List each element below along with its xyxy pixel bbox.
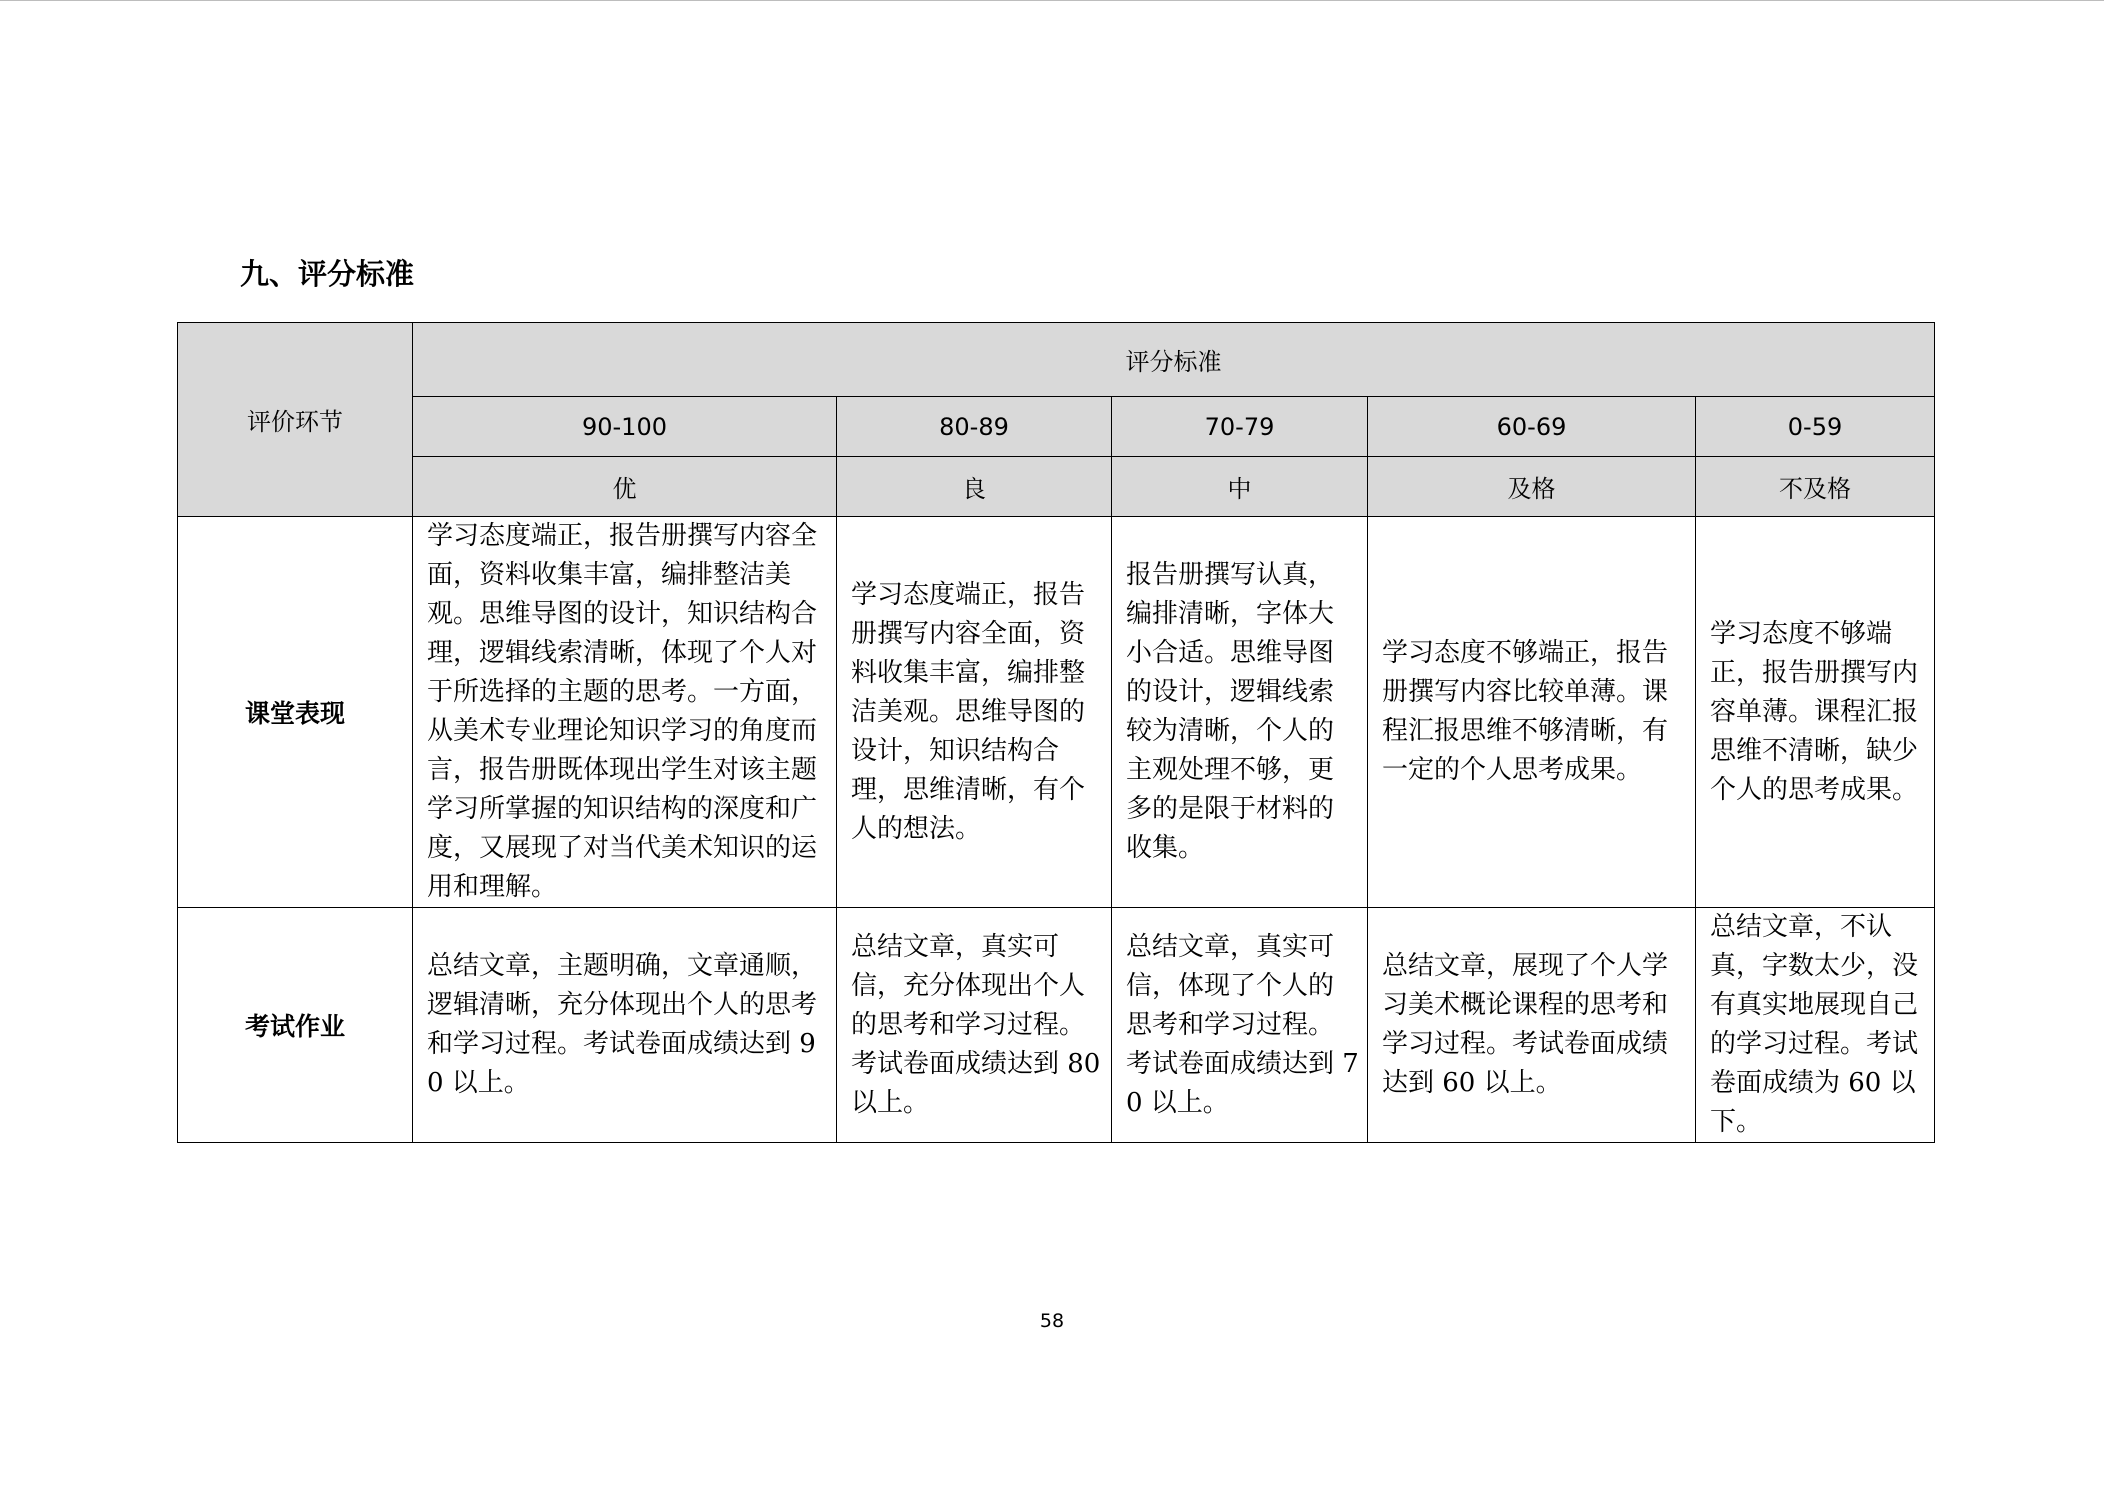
criteria-cell: 总结文章，真实可信，体现了个人的思考和学习过程。考试卷面成绩达到 70 以上。: [1112, 908, 1368, 1143]
criteria-cell: 总结文章，真实可信，充分体现出个人的思考和学习过程。考试卷面成绩达到 80 以上。: [837, 908, 1112, 1143]
header-row-standard: [178, 323, 1935, 397]
grade-level-header: 及格: [1368, 457, 1696, 517]
criteria-cell: 报告册撰写认真，编排清晰，字体大小合适。思维导图的设计，逻辑线索较为清晰，个人的主观处理不够，更多的是限于材料的收集。: [1112, 517, 1368, 908]
top-border-rule: [0, 0, 2104, 1]
grade-level-header: 中: [1112, 457, 1368, 517]
table-row: [178, 517, 1935, 908]
grading-rubric-table: [177, 322, 1935, 1143]
row-label-exam: 考试作业: [178, 908, 413, 1143]
grade-range-header: 90-100: [413, 397, 837, 457]
row-label-classroom: 课堂表现: [178, 517, 413, 908]
page-number: 58: [1039, 1310, 1065, 1332]
eval-stage-header: 评价环节: [178, 323, 413, 517]
header-row-levels: [178, 457, 1935, 517]
table-row: [178, 908, 1935, 1143]
grade-range-header: 0-59: [1696, 397, 1935, 457]
grade-range-header: 70-79: [1112, 397, 1368, 457]
criteria-cell: 学习态度端正，报告册撰写内容全面，资料收集丰富，编排整洁美观。思维导图的设计，知识结构合理，逻辑线索清晰，体现了个人对于所选择的主题的思考。一方面，从美术专业理论知识学习的角度而言，报告册既体现出学生对该主题学习所掌握的知识结构的深度和广度，又展现了对当代美术知识的运用和理解。: [413, 517, 837, 908]
criteria-cell: 学习态度端正，报告册撰写内容全面，资料收集丰富，编排整洁美观。思维导图的设计，知识结构合理，思维清晰，有个人的想法。: [837, 517, 1112, 908]
criteria-cell: 学习态度不够端正，报告册撰写内容单薄。课程汇报思维不清晰，缺少个人的思考成果。: [1696, 517, 1935, 908]
grade-level-header: 不及格: [1696, 457, 1935, 517]
grade-level-header: 良: [837, 457, 1112, 517]
grade-range-header: 60-69: [1368, 397, 1696, 457]
criteria-cell: 总结文章，主题明确，文章通顺，逻辑清晰，充分体现出个人的思考和学习过程。考试卷面成绩达到 90 以上。: [413, 908, 837, 1143]
grade-level-header: 优: [413, 457, 837, 517]
criteria-cell: 总结文章，展现了个人学习美术概论课程的思考和学习过程。考试卷面成绩达到 60 以上。: [1368, 908, 1696, 1143]
criteria-cell: 总结文章，不认真，字数太少，没有真实地展现自己的学习过程。考试卷面成绩为 60 以下。: [1696, 908, 1935, 1143]
grade-range-header: 80-89: [837, 397, 1112, 457]
header-row-ranges: [178, 397, 1935, 457]
section-heading: 九、评分标准: [240, 257, 415, 291]
standard-header: 评分标准: [413, 323, 1935, 397]
criteria-cell: 学习态度不够端正，报告册撰写内容比较单薄。课程汇报思维不够清晰，有一定的个人思考成果。: [1368, 517, 1696, 908]
